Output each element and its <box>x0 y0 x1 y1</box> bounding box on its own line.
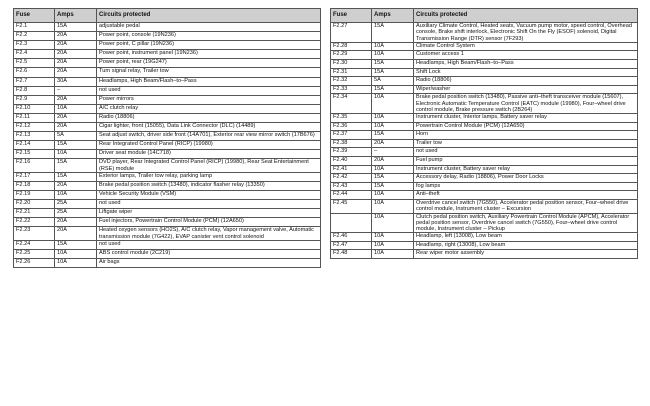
table-row <box>14 77 321 86</box>
table-row <box>331 233 638 242</box>
circuit-cell: not used <box>97 200 321 209</box>
fuse-cell: F2.44 <box>331 191 372 200</box>
amps-cell: 15A <box>55 172 97 181</box>
fuse-cell: F2.19 <box>14 191 55 200</box>
fuse-cell: F2.12 <box>14 123 55 132</box>
table-row <box>331 157 638 166</box>
fuse-cell: F2.3 <box>14 41 55 50</box>
table-row <box>331 148 638 157</box>
fuse-cell: F2.6 <box>14 68 55 77</box>
fuse-cell: F2.28 <box>331 42 372 51</box>
amps-cell: 10A <box>372 51 414 60</box>
fuse-cell: F2.15 <box>14 150 55 159</box>
amps-cell: – <box>372 148 414 157</box>
fuse-cell: F2.31 <box>331 68 372 77</box>
amps-cell: 10A <box>55 104 97 113</box>
amps-cell: 10A <box>372 191 414 200</box>
fuse-cell: F2.48 <box>331 250 372 259</box>
circuit-cell: Liftgate wiper <box>97 209 321 218</box>
amps-cell: 10A <box>372 200 414 214</box>
fuse-cell: F2.8 <box>14 86 55 95</box>
circuit-cell: Customer access 1 <box>414 51 638 60</box>
fuse-cell: F2.14 <box>14 141 55 150</box>
table-row <box>14 227 321 241</box>
fuse-cell: F2.33 <box>331 85 372 94</box>
table-row <box>331 139 638 148</box>
table-row <box>14 123 321 132</box>
circuit-cell: adjustable pedal <box>97 23 321 32</box>
circuit-cell: Exterior lamps, Trailer tow relay, parking lamp <box>97 172 321 181</box>
fuse-cell: F2.17 <box>14 172 55 181</box>
table-row <box>14 150 321 159</box>
fuse-cell: F2.20 <box>14 200 55 209</box>
circuit-cell: Headlamp, left (13008), Low beam <box>414 233 638 242</box>
amps-cell: 15A <box>55 141 97 150</box>
table-row <box>331 250 638 259</box>
circuit-cell: Overdrive cancel switch (7G550), Accelerator pedal position sensor, Four–wheel drive control module, Instrument cluster – Excursion <box>414 200 638 214</box>
fuse-cell: F2.43 <box>331 182 372 191</box>
header-fuse: Fuse <box>331 9 372 23</box>
circuit-cell: not used <box>97 86 321 95</box>
table-row <box>14 50 321 59</box>
circuit-cell: Auxiliary Climate Control, Heated seats, Vacuum pump motor, speed control, Overhead console, Brake shift interlock, Electronic Shift On the Fly (ESOF) solenoid, Digital Transmission Range (DTR) sensor (7F293) <box>414 23 638 43</box>
fuse-cell: F2.41 <box>331 165 372 174</box>
amps-cell: 15A <box>372 59 414 68</box>
amps-cell: 20A <box>55 95 97 104</box>
circuit-cell: Radio (18806) <box>414 77 638 86</box>
table-row <box>331 165 638 174</box>
fuse-cell: F2.32 <box>331 77 372 86</box>
amps-cell: 20A <box>55 50 97 59</box>
amps-cell: 15A <box>372 182 414 191</box>
fuse-cell: F2.37 <box>331 131 372 140</box>
table-row <box>14 104 321 113</box>
fuse-table-right <box>330 8 638 259</box>
header-fuse: Fuse <box>14 9 55 23</box>
table-row <box>14 95 321 104</box>
table-row <box>14 191 321 200</box>
circuit-cell: Rear Integrated Control Panel (RICP) (19980) <box>97 141 321 150</box>
fuse-cell: F2.18 <box>14 182 55 191</box>
amps-cell: 20A <box>55 218 97 227</box>
circuit-cell: Rear wiper motor assembly <box>414 250 638 259</box>
circuit-cell: Radio (18806) <box>97 113 321 122</box>
amps-cell: 15A <box>55 23 97 32</box>
amps-cell: 10A <box>372 233 414 242</box>
amps-cell: 20A <box>55 113 97 122</box>
amps-cell: 15A <box>55 240 97 249</box>
fuse-cell: F2.24 <box>14 240 55 249</box>
fuse-cell: F2.40 <box>331 157 372 166</box>
circuit-cell: Air bags <box>97 259 321 268</box>
table-row <box>331 191 638 200</box>
circuit-cell: Power point, rear (19G247) <box>97 59 321 68</box>
amps-cell: 10A <box>372 42 414 51</box>
amps-cell: 20A <box>55 68 97 77</box>
circuit-cell: Driver seat module (14C718) <box>97 150 321 159</box>
fuse-cell: F2.21 <box>14 209 55 218</box>
circuit-cell: Wiper/washer <box>414 85 638 94</box>
fuse-cell: F2.4 <box>14 50 55 59</box>
circuit-cell: Cigar lighter, front (15055), Data Link Connector (DLC) (14489) <box>97 123 321 132</box>
amps-cell: 10A <box>55 150 97 159</box>
amps-cell: 30A <box>55 77 97 86</box>
amps-cell: 10A <box>372 94 414 114</box>
circuit-cell: Climate Control System <box>414 42 638 51</box>
fuse-cell: F2.9 <box>14 95 55 104</box>
amps-cell: 15A <box>372 23 414 43</box>
amps-cell: 10A <box>372 122 414 131</box>
circuit-cell: Headlamp, right (13008), Low beam <box>414 241 638 250</box>
circuit-cell: Trailer tow <box>414 139 638 148</box>
circuit-cell: Powertrain Control Module (PCM) (12A650) <box>414 122 638 131</box>
fuse-cell: F2.29 <box>331 51 372 60</box>
amps-cell: 5A <box>55 132 97 141</box>
fuse-cell: F2.23 <box>14 227 55 241</box>
circuit-cell: Heated oxygen sensors (HO2S), A/C clutch relay, Vapor management valve, Automatic transmission module (7G422), EVAP canister vent control solenoid <box>97 227 321 241</box>
circuit-cell: Power mirrors <box>97 95 321 104</box>
circuit-cell: Fuel pump <box>414 157 638 166</box>
table-row <box>14 59 321 68</box>
circuit-cell: Turn signal relay, Trailer tow <box>97 68 321 77</box>
table-row <box>14 132 321 141</box>
circuit-cell: Anti–theft <box>414 191 638 200</box>
amps-cell: 10A <box>55 250 97 259</box>
table-row <box>331 77 638 86</box>
circuit-cell: not used <box>414 148 638 157</box>
fuse-table-left <box>13 8 321 268</box>
table-row <box>331 42 638 51</box>
table-row <box>14 240 321 249</box>
fuse-cell: F2.27 <box>331 23 372 43</box>
circuit-cell: Brake pedal position switch (13480), Passive anti–theft transceiver module (15607), Electronic Automatic Temperature Control (EATC) module (19980), Four–wheel drive control module, Brake pressure switch (2B264) <box>414 94 638 114</box>
fuse-cell: F2.34 <box>331 94 372 114</box>
circuit-cell: fog lamps <box>414 182 638 191</box>
table-row <box>14 113 321 122</box>
circuit-cell: Vehicle Security Module (VSM) <box>97 191 321 200</box>
header-row <box>331 9 638 23</box>
circuit-cell: Instrument cluster, Battery saver relay <box>414 165 638 174</box>
table-row <box>14 141 321 150</box>
amps-cell: 20A <box>372 139 414 148</box>
amps-cell: 20A <box>55 59 97 68</box>
fuse-cell: F2.30 <box>331 59 372 68</box>
fuse-cell <box>331 213 372 233</box>
amps-cell: 25A <box>55 200 97 209</box>
table-row <box>331 59 638 68</box>
circuit-cell: Brake pedal position switch (13480), indicator flasher relay (13350) <box>97 182 321 191</box>
table-row <box>14 259 321 268</box>
table-row <box>14 68 321 77</box>
table-row <box>331 94 638 114</box>
circuit-cell: Seat adjust switch, driver side front (14A701), Exterior rear view mirror switch (17B676) <box>97 132 321 141</box>
fuse-cell: F2.10 <box>14 104 55 113</box>
fuse-cell: F2.11 <box>14 113 55 122</box>
amps-cell: 20A <box>55 182 97 191</box>
amps-cell: 10A <box>55 259 97 268</box>
amps-cell: 25A <box>55 209 97 218</box>
circuit-cell: Instrument cluster, Interior lamps, Battery saver relay <box>414 114 638 123</box>
header-circuits: Circuits protected <box>414 9 638 23</box>
table-row <box>331 174 638 183</box>
header-amps: Amps <box>372 9 414 23</box>
table-row <box>14 86 321 95</box>
amps-cell: 10A <box>372 250 414 259</box>
header-circuits: Circuits protected <box>97 9 321 23</box>
table-row <box>14 250 321 259</box>
table-row <box>14 32 321 41</box>
table-row <box>14 218 321 227</box>
fuse-cell: F2.25 <box>14 250 55 259</box>
table-row <box>331 114 638 123</box>
circuit-cell: not used <box>97 240 321 249</box>
table-row <box>331 182 638 191</box>
amps-cell: 10A <box>372 114 414 123</box>
table-row <box>14 159 321 173</box>
table-row <box>331 213 638 233</box>
fuse-cell: F2.16 <box>14 159 55 173</box>
amps-cell: 10A <box>55 191 97 200</box>
amps-cell: 20A <box>55 227 97 241</box>
amps-cell: 10A <box>372 241 414 250</box>
circuit-cell: ABS control module (2C219) <box>97 250 321 259</box>
table-row <box>331 122 638 131</box>
table-row <box>14 41 321 50</box>
table-row <box>331 68 638 77</box>
amps-cell: 20A <box>55 41 97 50</box>
amps-cell: 20A <box>55 123 97 132</box>
amps-cell: 15A <box>372 174 414 183</box>
table-row <box>331 131 638 140</box>
table-row <box>331 241 638 250</box>
amps-cell: 10A <box>372 213 414 233</box>
circuit-cell: Headlamps, High Beam/Flash–to–Pass <box>414 59 638 68</box>
header-amps: Amps <box>55 9 97 23</box>
fuse-cell: F2.7 <box>14 77 55 86</box>
fuse-cell: F2.42 <box>331 174 372 183</box>
amps-cell: 20A <box>372 157 414 166</box>
circuit-cell: Horn <box>414 131 638 140</box>
fuse-cell: F2.36 <box>331 122 372 131</box>
amps-cell: 15A <box>372 85 414 94</box>
fuse-cell: F2.45 <box>331 200 372 214</box>
table-row <box>14 209 321 218</box>
fuse-cell: F2.13 <box>14 132 55 141</box>
amps-cell: 20A <box>55 32 97 41</box>
circuit-cell: Shift Lock <box>414 68 638 77</box>
table-row <box>14 172 321 181</box>
amps-cell: – <box>55 86 97 95</box>
table-row <box>331 200 638 214</box>
circuit-cell: A/C clutch relay <box>97 104 321 113</box>
fuse-cell: F2.39 <box>331 148 372 157</box>
fuse-cell: F2.26 <box>14 259 55 268</box>
circuit-cell: Headlamps, High Beam/Flash–to–Pass <box>97 77 321 86</box>
table-row <box>331 85 638 94</box>
fuse-cell: F2.46 <box>331 233 372 242</box>
fuse-cell: F2.22 <box>14 218 55 227</box>
fuse-cell: F2.35 <box>331 114 372 123</box>
circuit-cell: Power point, C pillar (19N236) <box>97 41 321 50</box>
table-row <box>14 200 321 209</box>
fuse-cell: F2.5 <box>14 59 55 68</box>
circuit-cell: Power point, console (19N236) <box>97 32 321 41</box>
circuit-cell: Fuel injectors, Powertrain Control Module (PCM) (12A650) <box>97 218 321 227</box>
circuit-cell: Clutch pedal position switch, Auxiliary Powertrain Control Module (APCM), Accelerator pedal position sensor, Overdrive cancel switch (7G550), Four–wheel drive control module, Instrument cluster – Pickup <box>414 213 638 233</box>
fuse-cell: F2.1 <box>14 23 55 32</box>
circuit-cell: DVD player, Rear Integrated Control Panel (RICP) (19980), Rear Seat Entertainment (RSE) module <box>97 159 321 173</box>
table-row <box>14 182 321 191</box>
circuit-cell: Power point, instrument panel (19N236) <box>97 50 321 59</box>
table-row <box>331 51 638 60</box>
amps-cell: 15A <box>55 159 97 173</box>
table-row <box>14 23 321 32</box>
amps-cell: 5A <box>372 77 414 86</box>
amps-cell: 15A <box>372 131 414 140</box>
fuse-cell: F2.38 <box>331 139 372 148</box>
table-row <box>331 23 638 43</box>
amps-cell: 10A <box>372 165 414 174</box>
header-row <box>14 9 321 23</box>
fuse-cell: F2.2 <box>14 32 55 41</box>
fuse-cell: F2.47 <box>331 241 372 250</box>
amps-cell: 15A <box>372 68 414 77</box>
circuit-cell: Accessory delay, Radio (18806), Power Door Locks <box>414 174 638 183</box>
